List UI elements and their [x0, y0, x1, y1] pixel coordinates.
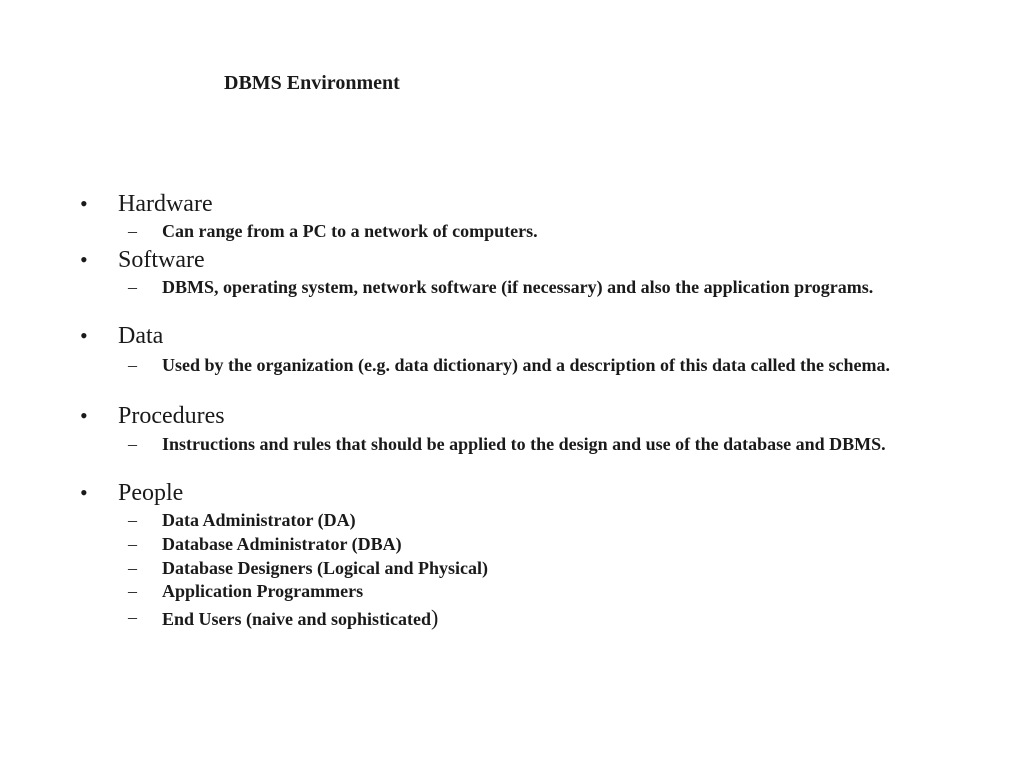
sub-item-text: Used by the organization (e.g. data dictionary) and a description of this data called the schema.	[162, 355, 890, 375]
sub-item-text: DBMS, operating system, network software (if necessary) and also the application programs.	[162, 277, 874, 297]
bullet-hardware	[80, 189, 940, 219]
bullet-people	[80, 478, 940, 508]
bullet-dot: •	[80, 480, 88, 505]
sub-item-text: Data Administrator (DA)	[162, 510, 356, 530]
sub-item-text-body: End Users (naive and sophisticated	[162, 609, 432, 629]
bullet-label: People	[118, 480, 184, 506]
bullet-label: Hardware	[118, 191, 213, 217]
bullet-procedures	[80, 401, 940, 431]
bullet-label: Software	[118, 247, 205, 273]
sub-item-text: Database Administrator (DBA)	[162, 534, 402, 554]
dash-mark: –	[128, 221, 137, 241]
dash-mark: –	[128, 581, 137, 601]
dash-mark: –	[128, 355, 137, 375]
dash-mark: –	[128, 607, 137, 627]
sub-item-text: Application Programmers	[162, 581, 364, 601]
dash-mark: –	[128, 558, 137, 578]
bullet-label: Data	[118, 323, 164, 349]
bullet-data	[80, 321, 940, 351]
sub-item-text: Instructions and rules that should be applied to the design and use of the database and DBMS.	[162, 434, 886, 454]
dash-mark: –	[128, 534, 137, 554]
bullet-dot: •	[80, 323, 88, 348]
dash-mark: –	[128, 434, 137, 454]
bullet-dot: •	[80, 403, 88, 428]
dash-mark: –	[128, 277, 137, 297]
sub-item-text: Database Designers (Logical and Physical)	[162, 558, 488, 578]
sub-item-text: Can range from a PC to a network of computers.	[162, 221, 538, 241]
sub-item-text	[162, 607, 922, 630]
bullet-dot: •	[80, 191, 88, 216]
bullet-software	[80, 245, 940, 275]
dash-mark: –	[128, 510, 137, 530]
bullet-dot: •	[80, 247, 88, 272]
slide-title: DBMS Environment	[224, 72, 400, 94]
bullet-label: Procedures	[118, 403, 225, 429]
closing-parenthesis: )	[431, 605, 439, 630]
